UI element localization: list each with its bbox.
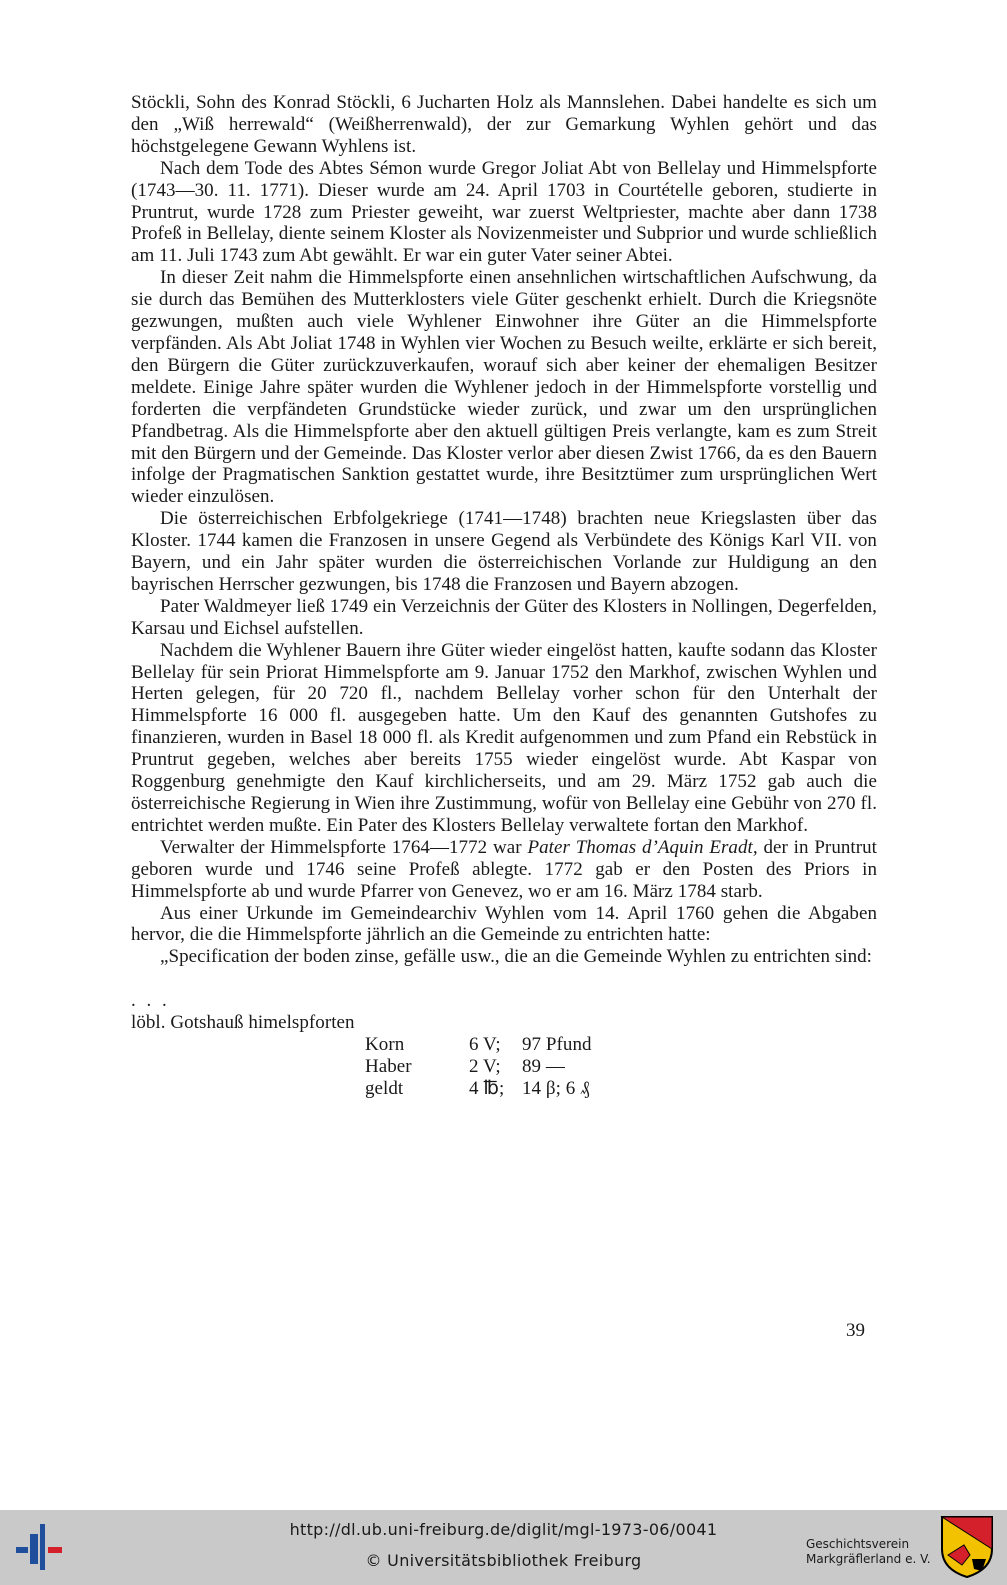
table-cell-item: geldt <box>365 1077 404 1099</box>
table-cell-amount: 14 β; 6 ₰ <box>522 1077 590 1099</box>
footer-bar <box>0 1510 1007 1585</box>
society-name-line: Markgräflerland e. V. <box>806 1552 931 1566</box>
table-cell-item: Haber <box>365 1055 412 1077</box>
page-number: 39 <box>846 1320 865 1341</box>
table-cell-amount: 89 — <box>522 1055 565 1077</box>
permalink-url[interactable]: http://dl.ub.uni-freiburg.de/diglit/mgl-1973-06/0041 <box>289 1520 718 1539</box>
society-name-line: Geschichtsverein <box>806 1537 910 1551</box>
paragraph: Stöckli, Sohn des Konrad Stöckli, 6 Jucharten Holz als Mannslehen. Dabei handelte es sich um den „Wiß herrewald“ (Weißherrenwald), der zur Gemarkung Wyhlen gehört und das höchstgelegene Gewann Wyhlens ist. <box>131 92 877 157</box>
paragraph-text: der in Pruntrut geboren wurde und 1746 seine Profeß ablegte. 1772 gab er den Posten des Priors in Himmelspforte ab und wurde Pfarrer von Genevez, wo er am 16. März 1784 starb. <box>131 836 877 902</box>
paragraph: Pater Waldmeyer ließ 1749 ein Verzeichnis der Güter des Klosters in Nollingen, Degerfelden, Karsau und Eichsel aufstellen. <box>131 595 877 639</box>
paragraph-verwalter <box>131 837 877 903</box>
paragraph: Nach dem Tode des Abtes Sémon wurde Gregor Joliat Abt von Bellelay und Himmelspforte (1743—30. 11. 1771). Dieser wurde am 24. April 1703 in Courtételle geboren, studierte in Pruntrut, wurde 1728 zum Priester geweiht, war zuerst Weltpriester, machte aber dann 1738 Profeß in Bellelay, diente seinem Kloster als Novizenmeister und Subprior und wurde schließlich am 11. Juli 1743 zum Abt gewählt. Er war ein guter Vater seiner Abtei. <box>131 157 877 267</box>
levy-table <box>365 1034 877 1100</box>
paragraph: In dieser Zeit nahm die Himmelspforte einen ansehnlichen wirtschaftlichen Aufschwung, da sie durch das Bemühen des Mutterklosters viele Güter geschenkt erhielt. Durch die Kriegsnöte gezwungen, mußten auch viele Wyhlener Einwohner ihre Güter an die Himmelspforte verpfänden. Als Abt Joliat 1748 in Wyhlen vier Wochen zu Besuch weilte, erklärte er sich bereit, den Bürgern die Güter zurückzuverkaufen, worauf sich aber keiner der ehemaligen Besitzer meldete. Einige Jahre später wurden die Wyhlener jedoch in der Himmelspforte vorstellig und forderten die verpfändeten Grundstücke wieder zurück, und zwar um den ursprünglichen Pfandbetrag. Als die Himmelspforte aber den aktuell gültigen Preis verlangte, kam es zum Streit mit den Bürgern und der Gemeinde. Das Kloster verlor aber diesen Zwist 1766, da es den Bauern infolge der Pragmatischen Sanktion gestattet wurde, ihre Besitztümer zum ursprünglichen Wert wieder einzulösen. <box>131 267 877 508</box>
table-row <box>365 1034 877 1056</box>
ellipsis: . . . <box>131 990 170 1012</box>
paragraph-quote: „Specification der boden zinse, gefälle usw., die an die Gemeinde Wyhlen zu entrichten sind: <box>160 946 873 968</box>
body-text <box>131 92 877 1100</box>
paragraph: Die österreichischen Erbfolgekriege (1741—1748) brachten neue Kriegslasten über das Kloster. 1744 kamen die Franzosen in unsere Gegend als Verbündete des Königs Karl VII. von Bayern, und ein Jahr später wurden die österreichischen Vorlande zur Huldigung an den bayrischen Herrscher gezwungen, bis 1748 die Franzosen und Bayern abzogen. <box>131 508 877 595</box>
paragraph-urkunde: Aus einer Urkunde im Gemeindearchiv Wyhlen vom 14. April 1760 gehen die Abgaben hervor, die die Himmelspforte jährlich an die Gemeinde zu entrichten hatte: <box>131 902 877 946</box>
table-cell-qty: 2 V; <box>469 1055 501 1077</box>
paragraph-text: Verwalter der Himmelspforte 1764—1772 war <box>160 836 528 858</box>
spacer <box>131 968 877 990</box>
society-name <box>806 1537 931 1567</box>
table-cell-qty: 4 ℔; <box>469 1077 505 1099</box>
table-cell-qty: 6 V; <box>469 1034 501 1056</box>
table-row <box>365 1078 877 1100</box>
coat-of-arms-icon <box>940 1515 994 1579</box>
paragraph: Nachdem die Wyhlener Bauern ihre Güter wieder eingelöst hatten, kaufte sodann das Kloster Bellelay für sein Priorat Himmelspforte am 9. Januar 1752 den Markhof, zwischen Wyhlen und Herten gelegen, für 20 720 fl., nachdem Bellelay vorher schon für den Unterhalt der Himmelspforte 16 000 fl. ausgegeben hatte. Um den Kauf des genannten Gutshofes zu finanzieren, wurden in Basel 18 000 fl. als Kredit aufgenommen und zum Pfand ein Rebstück in Pruntrut gegeben, welches aber bereits 1755 wieder eingelöst wurde. Abt Kaspar von Roggenburg genehmigte den Kauf kirchlicherseits, und am 29. März 1752 gab auch die österreichische Regierung in Wien ihre Zustimmung, wofür von Bellelay eine Gebühr von 270 fl. entrichtet werden mußte. Ein Pater des Klosters Bellelay verwaltete fortan den Markhof. <box>131 639 877 836</box>
copyright-text: © Universitätsbibliothek Freiburg <box>365 1551 642 1570</box>
italic-name: Pater Thomas d’Aquin Eradt, <box>527 836 758 858</box>
list-heading: löbl. Gotshauß himelspforten <box>131 1012 355 1034</box>
table-cell-amount: 97 Pfund <box>522 1034 592 1056</box>
table-row <box>365 1056 877 1078</box>
table-cell-item: Korn <box>365 1034 405 1056</box>
